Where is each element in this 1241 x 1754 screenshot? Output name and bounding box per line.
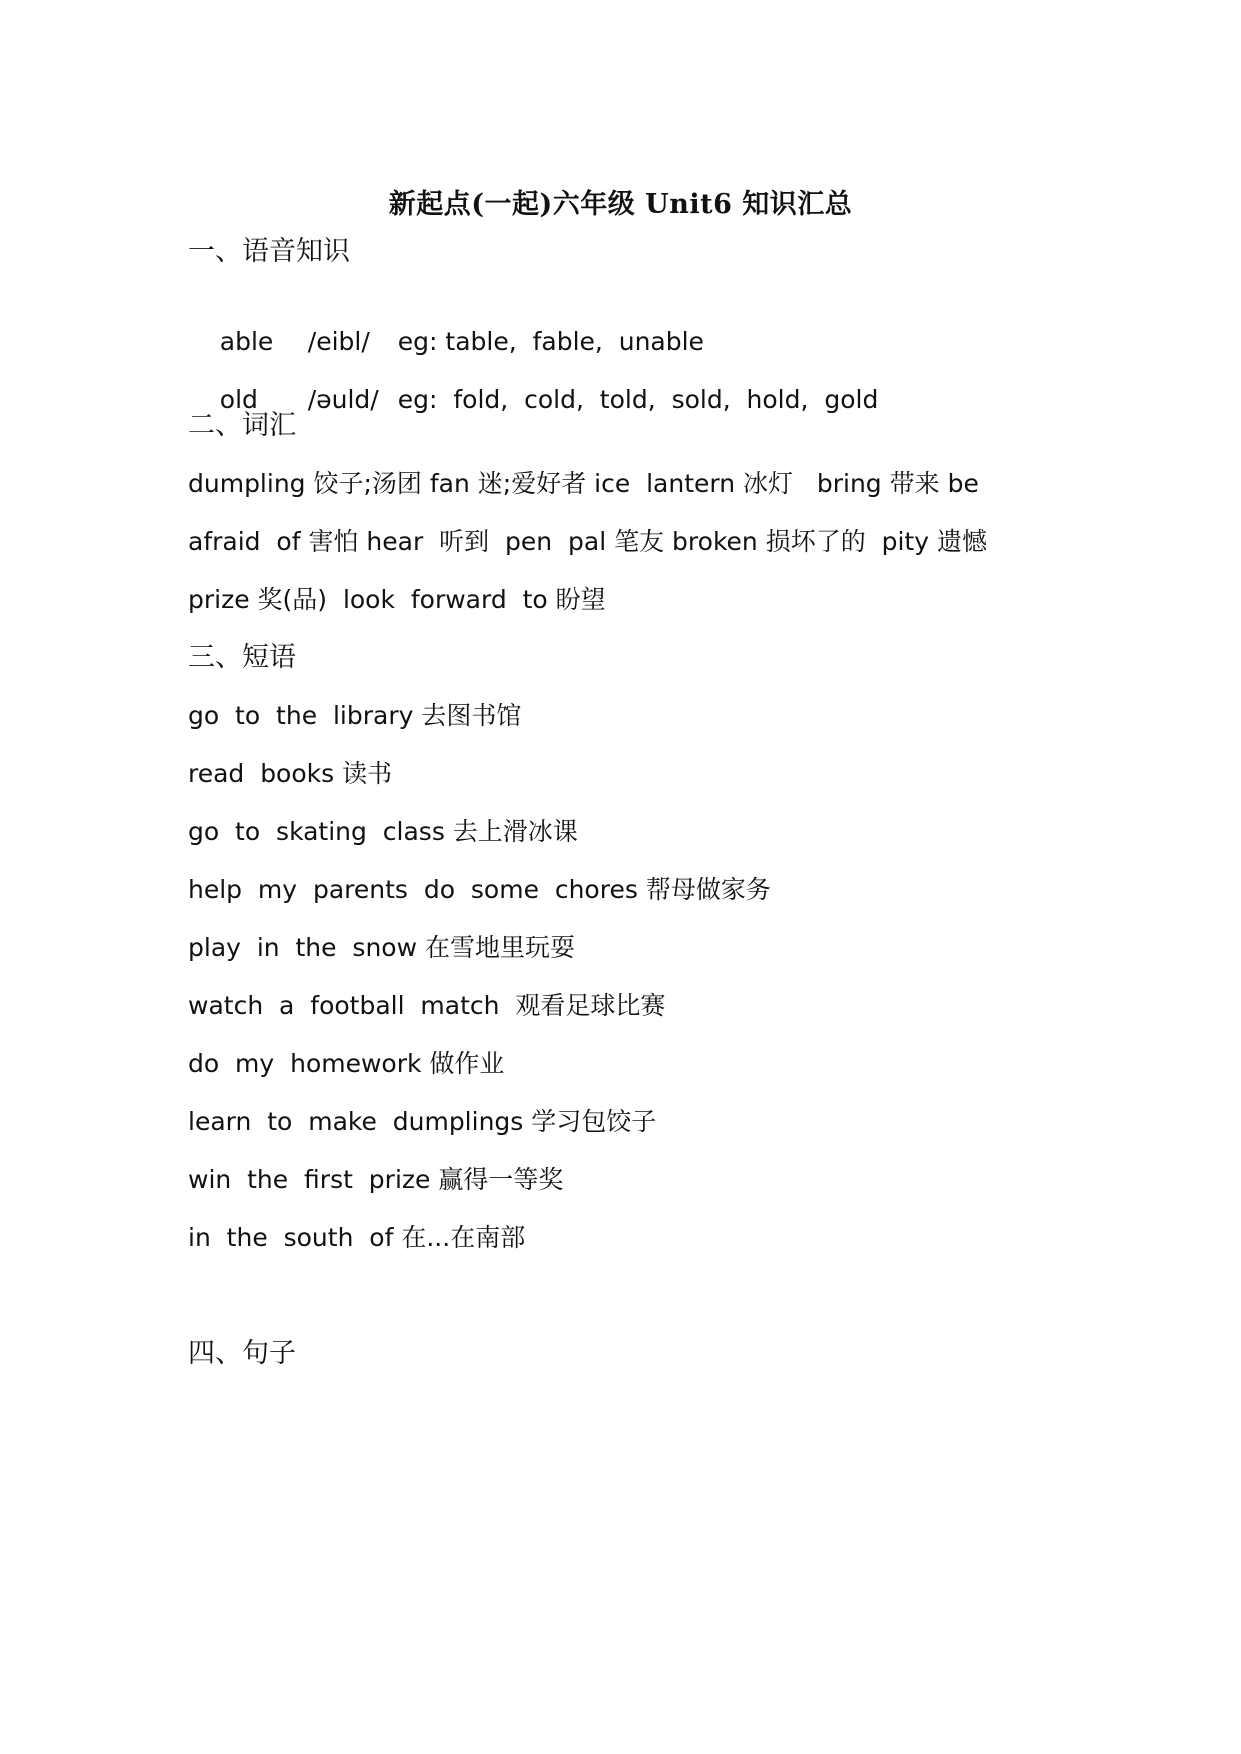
phrase-line: read books 读书 <box>188 759 393 788</box>
vocabulary-line: dumpling 饺子;汤团 fan 迷;爱好者 ice lantern 冰灯 bring 带来 be <box>188 469 979 498</box>
vocabulary-line: afraid of 害怕 hear 听到 pen pal 笔友 broken 损坏了的 pity 遗憾 <box>188 527 987 556</box>
phrase-line: learn to make dumplings 学习包饺子 <box>188 1107 657 1136</box>
phonics-examples: eg: table, fable, unable <box>397 327 704 356</box>
phonics-examples: eg: fold, cold, told, sold, hold, gold <box>397 385 879 414</box>
section-heading-sentences: 四、句子 <box>188 1338 296 1369</box>
phonics-key: able <box>219 327 274 356</box>
phonics-key: old <box>219 385 258 414</box>
document-title: 新起点(一起)六年级 Unit6 知识汇总 <box>388 189 853 220</box>
phonics-phonetic: /əuld/ <box>307 385 379 414</box>
section-heading-phonics: 一、语音知识 <box>188 236 350 267</box>
phrase-line: in the south of 在...在南部 <box>188 1223 526 1252</box>
phrase-line: play in the snow 在雪地里玩耍 <box>188 933 575 962</box>
vocabulary-line: prize 奖(品) look forward to 盼望 <box>188 585 606 614</box>
phrase-line: do my homework 做作业 <box>188 1049 505 1078</box>
phrase-line: win the first prize 赢得一等奖 <box>188 1165 564 1194</box>
phonics-phonetic: /eibl/ <box>307 327 370 356</box>
section-heading-vocabulary: 二、词汇 <box>188 410 296 441</box>
phrase-line: watch a football match 观看足球比赛 <box>188 991 666 1020</box>
phrase-line: help my parents do some chores 帮母做家务 <box>188 875 771 904</box>
phrase-line: go to the library 去图书馆 <box>188 701 522 730</box>
section-heading-phrases: 三、短语 <box>188 642 296 673</box>
phrase-line: go to skating class 去上滑冰课 <box>188 817 578 846</box>
